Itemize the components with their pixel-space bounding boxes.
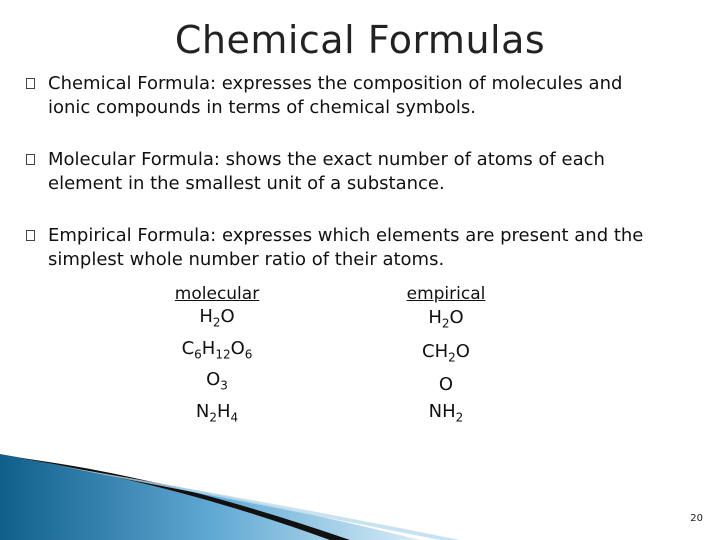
formula-subscript: 2 bbox=[441, 316, 450, 331]
formula-subscript: 4 bbox=[230, 410, 239, 425]
molecular-header: molecular bbox=[174, 284, 260, 304]
bullet-empirical-formula bbox=[26, 224, 706, 272]
formula-subscript: 2 bbox=[455, 410, 464, 425]
formula-symbol: H bbox=[216, 400, 231, 422]
formula-symbol: H bbox=[428, 307, 442, 328]
formula-entry bbox=[398, 338, 494, 372]
formula-entry bbox=[398, 371, 494, 398]
bullet-box-icon bbox=[26, 154, 35, 165]
formula-entry bbox=[398, 398, 494, 432]
formula-subscript: 2 bbox=[448, 350, 456, 365]
formula-symbol: C bbox=[181, 337, 195, 359]
formula-subscript: 2 bbox=[212, 315, 221, 330]
molecular-column bbox=[158, 284, 276, 430]
formula-symbol: NH bbox=[428, 401, 456, 423]
bullet-molecular-formula bbox=[26, 148, 706, 196]
formula-entry bbox=[158, 304, 276, 336]
formula-symbol: O bbox=[220, 306, 235, 327]
empirical-header: empirical bbox=[406, 284, 486, 304]
bullet-line: simplest whole number ratio of their atoms. bbox=[48, 249, 445, 270]
formula-entry bbox=[158, 336, 276, 368]
formula-symbol: O bbox=[438, 374, 454, 396]
formula-subscript: 6 bbox=[194, 347, 202, 362]
formula-entry bbox=[398, 304, 494, 338]
formula-symbol: N bbox=[195, 400, 210, 422]
formula-subscript: 3 bbox=[220, 378, 228, 393]
bullet-box-icon bbox=[26, 78, 35, 89]
molecular-entries bbox=[158, 304, 276, 430]
formula-symbol: H bbox=[201, 337, 216, 359]
formula-subscript: 12 bbox=[215, 347, 231, 362]
formula-symbol: O bbox=[206, 369, 221, 391]
slide-title: Chemical Formulas bbox=[174, 18, 546, 62]
empirical-column bbox=[398, 284, 494, 432]
formula-symbol: O bbox=[455, 340, 470, 362]
bullet-box-icon bbox=[26, 230, 35, 241]
formula-subscript: 6 bbox=[244, 347, 253, 362]
decorative-swoosh bbox=[0, 450, 720, 540]
bullet-chemical-formula bbox=[26, 72, 706, 120]
bullet-line: ionic compounds in terms of chemical symbols. bbox=[48, 97, 476, 118]
formula-subscript: 2 bbox=[209, 410, 217, 425]
bullet-line: Molecular Formula: shows the exact number of atoms of each bbox=[48, 149, 605, 170]
bullet-line: Chemical Formula: expresses the composition of molecules and bbox=[48, 73, 623, 94]
formula-entry bbox=[158, 399, 276, 431]
page-number: 20 bbox=[690, 513, 703, 524]
bullet-line: Empirical Formula: expresses which elements are present and the bbox=[48, 225, 644, 246]
formula-symbol: CH bbox=[422, 340, 449, 362]
formula-entry bbox=[158, 367, 276, 399]
formula-symbol: O bbox=[230, 337, 245, 359]
formula-symbol: H bbox=[199, 306, 213, 327]
formula-symbol: O bbox=[449, 307, 464, 328]
bullet-line: element in the smallest unit of a substance. bbox=[48, 173, 445, 194]
bullet-list bbox=[26, 72, 706, 300]
empirical-entries bbox=[398, 304, 494, 432]
